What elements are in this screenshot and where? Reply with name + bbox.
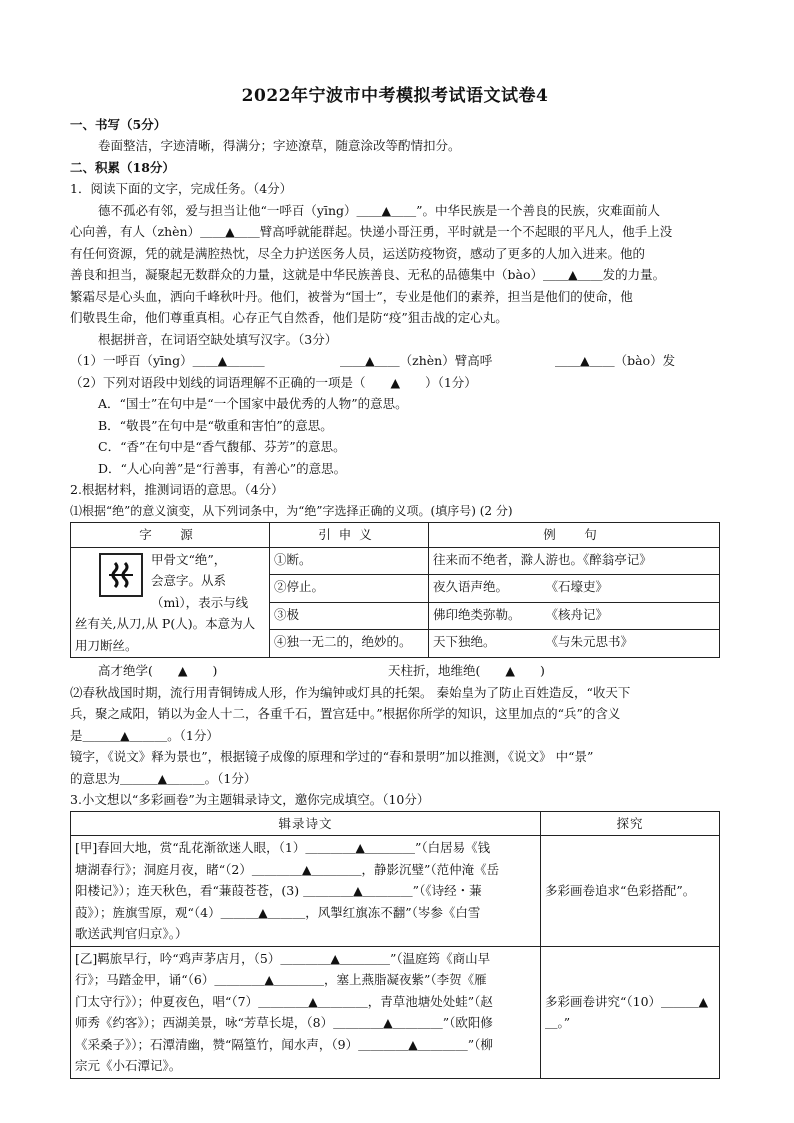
- yi-explore-line[interactable]: 多彩画卷讲究“（10）＿＿＿▲: [545, 993, 709, 1009]
- q1-passage: [70, 200, 720, 329]
- example-cell: 夜久语声绝。 《石壕吏》: [429, 575, 720, 603]
- option-a: A．“国士”在句中是“一个国家中最优秀的人物”的意思。: [98, 396, 408, 411]
- yi-line: 《采桑子》）；石潭清幽，赞“隔篁竹，闻水声，（9）＿＿＿＿▲＿＿＿＿”（柳: [75, 1036, 493, 1052]
- q2-sub2: [70, 682, 720, 790]
- jia-line: 葭》）；旌旗雪原，观“（4）＿＿＿▲＿＿＿，风掣红旗冻不翻”（岑参《白雪: [75, 904, 481, 920]
- yi-explore-line: ＿。”: [545, 1015, 571, 1030]
- poetry-table: [70, 811, 720, 1079]
- source-text: 会意字。从系: [151, 573, 227, 588]
- jia-line: [甲]春回大地，赏“乱花渐欲迷人眼，（1）＿＿＿＿▲＿＿＿＿”（白居易《钱: [75, 840, 491, 855]
- sub2-line: 是＿＿＿▲＿＿＿。（1分）: [70, 727, 219, 743]
- jia-line: 歌送武判官归京》。）: [75, 926, 188, 941]
- header-explore: 探究: [541, 811, 720, 836]
- example-cell: 往来而不绝者，滁人游也。《醉翁亭记》: [429, 547, 720, 575]
- jia-line: 塘湖春行》；洞庭月夜，睹“（2）＿＿＿＿▲＿＿＿＿，静影沉璧”（范仲淹《岳: [75, 861, 500, 877]
- passage-line: 德不孤必有邻，爱与担当让他“一呼百（yīng）＿＿▲＿＿”。中华民族是一个善良的民族，灾难面前人: [98, 202, 661, 218]
- q2-sub1: ⑴根据“绝”的意义演变，从下列词条中，为“绝”字选择正确的义项。(填序号) (2 分): [70, 503, 513, 518]
- yi-line: 师秀《约客》）；西湖美景，咏“芳草长堤，（8）＿＿＿＿▲＿＿＿＿”（欧阳修: [75, 1015, 493, 1030]
- pinyin-item-2[interactable]: ＿＿▲＿＿（zhèn）臂高呼: [340, 353, 493, 368]
- option-b: B．“敬畏”在句中是“敬重和害怕”的意思。: [98, 417, 333, 433]
- source-text-bottom: 丝有关,从刀,从 P(人)。本意为人用刀断丝。: [75, 616, 256, 653]
- passage-line: 有任何资源，凭的就是满腔热忱，尽全力护送医务人员，运送防疫物资，感动了更多的人加入进来。他的: [70, 245, 646, 261]
- option-c: C．“香”在句中是“香气馥郁、芬芳”的意思。: [98, 439, 346, 454]
- sub2-line: 的意思为＿＿＿▲＿＿＿。（1分）: [70, 770, 257, 786]
- section-1-text: 卷面整洁，字迹清晰，得满分；字迹潦草，随意涂改等酌情扣分。: [98, 138, 461, 153]
- jia-line: 阳楼记》）；连天秋色，看“蒹葭苍苍，(3) ＿＿＿＿▲＿＿＿＿”（《诗经・蒹: [75, 883, 482, 898]
- yi-line: 宗元《小石潭记》。: [75, 1058, 182, 1073]
- passage-line: 善良和担当，凝聚起无数群众的力量，这就是中华民族善良、无私的品德集中（bào）＿＿▲＿＿发的力量。: [70, 267, 666, 282]
- source-text: （mì），表示与线: [151, 594, 249, 610]
- q2-stem: 2.根据材料，推测词语的意思。（4分）: [70, 482, 284, 497]
- page-title: 2022年宁波市中考模拟考试语文试卷4: [241, 86, 549, 106]
- sub2-line: 镜字，《说文》释为景也”，根据镜子成像的原理和学过的“春和景明”加以推测，《说文》 中“景”: [70, 749, 594, 764]
- example-cell: 佛印绝类弥勒。 《核舟记》: [429, 602, 720, 630]
- section-1-heading: 一、书写（5分）: [70, 116, 167, 132]
- choice-stem: （2）下列对语段中划线的词语理解不正确的一项是（ ▲ ）（1分）: [70, 374, 477, 390]
- blank-a[interactable]: 高才绝学( ▲ ): [98, 663, 218, 678]
- passage-line: 繁霜尽是心头血，洒向千峰秋叶丹。他们，被誉为“国士”，专业是他们的素养，担当是他们的使命，他: [70, 288, 633, 304]
- pinyin-task: 根据拼音，在词语空缺处填写汉字。（3分）: [98, 331, 338, 347]
- jue-blanks: [70, 660, 720, 682]
- jia-cell: [71, 836, 541, 947]
- sub2-line: 兵，聚之咸阳，销以为金人十二，各重千石，置宫廷中。”根据你所学的知识，这里加点的“兵”的含义: [70, 706, 621, 721]
- pinyin-item-3[interactable]: ＿＿▲＿＿（bào）发: [555, 353, 676, 368]
- yi-cell: [71, 946, 541, 1078]
- q3-stem: 3.小文想以“多彩画卷”为主题辑录诗文，邀你完成填空。（10分）: [70, 792, 430, 807]
- blank-b[interactable]: 天柱折，地维绝( ▲ ): [388, 663, 545, 678]
- header-poetry: 辑录诗文: [71, 811, 541, 836]
- yi-line: 门太守行》）；仲夏夜色，唱“（7）＿＿＿＿▲＿＿＿＿，青草池塘处处蛙”（赵: [75, 993, 493, 1009]
- meaning-cell: ②停止。: [270, 575, 429, 603]
- passage-line: 们敬畏生命，他们尊重真相。心存正气自然香，他们是防“疫”狙击战的定心丸。: [70, 310, 508, 325]
- jia-explore: 多彩画卷追求“色彩搭配”。: [541, 836, 720, 947]
- meaning-cell: ③极: [270, 602, 429, 630]
- source-text: 甲骨文“绝”，: [151, 551, 227, 567]
- yi-line: 行》；马踏金甲，诵“（6）＿＿＿＿▲＿＿＿＿，塞上燕脂凝夜紫”（李贺《雁: [75, 972, 487, 987]
- option-d: D．“人心向善”是“行善事，有善心”的意思。: [98, 460, 347, 476]
- passage-line: 心向善，有人（zhèn）＿＿▲＿＿臂高呼就能群起。快递小哥汪勇，平时就是一个不起眼的平凡人，他手上没: [70, 224, 673, 239]
- source-cell: [71, 547, 270, 658]
- oracle-bone-glyph-icon: [99, 553, 143, 597]
- q1-stem: 1．阅读下面的文字，完成任务。（4分）: [70, 181, 293, 196]
- meaning-cell: ①断。: [270, 547, 429, 575]
- exam-page: [70, 80, 720, 1079]
- header-source: 字 源: [71, 523, 270, 548]
- header-example: 例 句: [429, 523, 720, 548]
- pinyin-items: [70, 350, 720, 372]
- meaning-cell: ④独一无二的，绝妙的。: [270, 630, 429, 658]
- sub2-line: ⑵春秋战国时期，流行用青铜铸成人形，作为编钟或灯具的托架。 秦始皇为了防止百姓造反，“收天下: [70, 684, 631, 700]
- yi-line: [乙]羁旅早行，吟“鸡声茅店月，（5）＿＿＿＿▲＿＿＿＿”（温庭筠《商山早: [75, 950, 491, 966]
- section-2-heading: 二、积累（18分）: [70, 159, 175, 175]
- header-meaning: 引申义: [270, 523, 429, 548]
- yi-explore: [541, 946, 720, 1078]
- choice-options: [70, 393, 720, 479]
- jue-meaning-table: [70, 522, 720, 658]
- example-cell: 天下独绝。 《与朱元思书》: [429, 630, 720, 658]
- pinyin-item-1[interactable]: （1）一呼百（yīng）＿＿▲＿＿＿: [70, 353, 265, 368]
